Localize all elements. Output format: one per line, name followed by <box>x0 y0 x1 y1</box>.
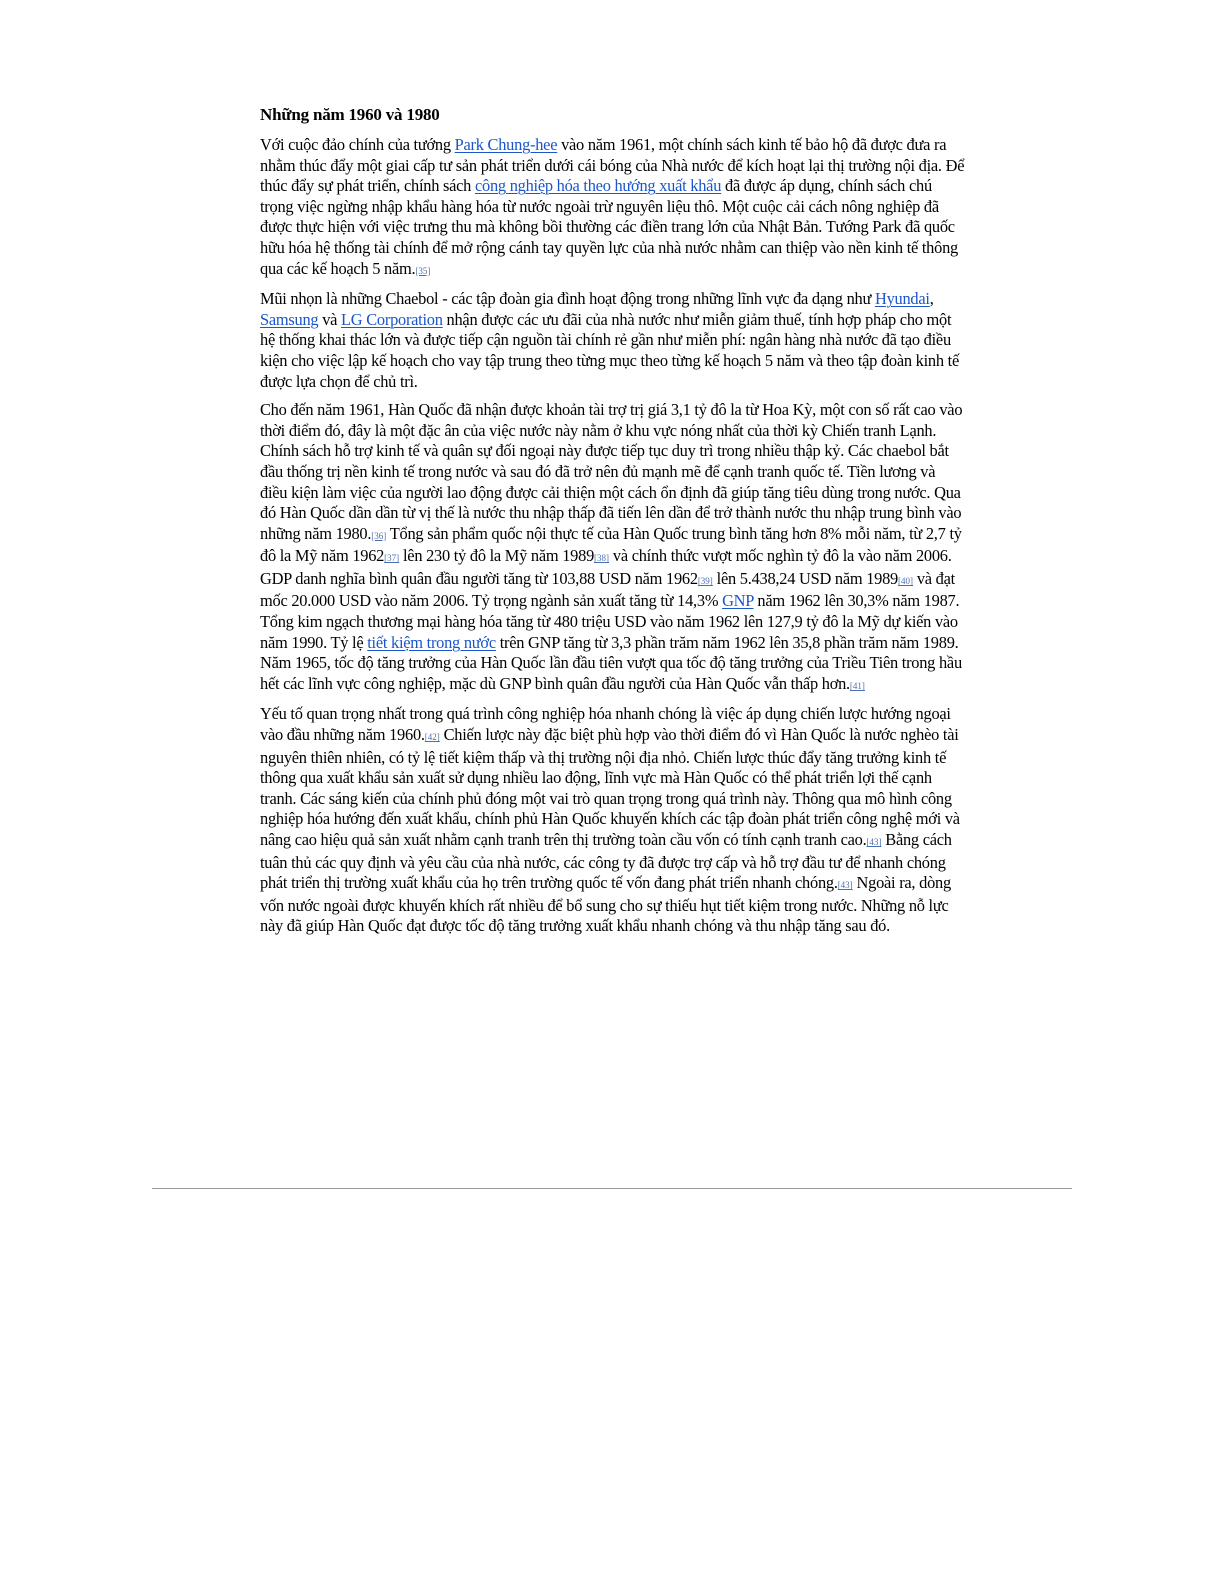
text: Cho đến năm 1961, Hàn Quốc đã nhận được khoản tài trợ trị giá 3,1 tỷ đô la từ Hoa Kỳ, một con số rất cao vào thời điểm đó, đây là một đặc ân của việc nước này nằm ở khu vực nóng nhất của thời kỳ Chiến tranh Lạnh. Chính sách hỗ trợ kinh tế và quân sự đối ngoại này được tiếp tục duy trì trong nhiều thập kỷ. Các chaebol bắt đầu thống trị nền kinh tế trong nước và sau đó đã trở nên đủ mạnh mẽ để cạnh tranh quốc tế. Tiền lương và điều kiện làm việc của người lao động được cải thiện một cách ổn định đã giúp tăng tiêu dùng trong nước. Qua đó Hàn Quốc dần dần từ vị thế là nước thu nhập thấp đã tiến lên dần để trở thành nước thu nhập trung bình vào những năm 1980. <box>260 400 963 543</box>
text: Yếu tố quan trọng nhất trong quá trình công nghiệp hóa nhanh chóng là việc áp dụng chiến lược hướng ngoại vào đầu những năm 1960. <box>260 704 951 745</box>
citation-link[interactable]: [35] <box>415 265 431 276</box>
document-page <box>260 104 965 945</box>
citation-link[interactable]: [39] <box>697 575 713 586</box>
text: , <box>929 289 934 309</box>
link-domestic-savings[interactable]: tiết kiệm trong nước <box>367 632 496 652</box>
citation-link[interactable]: [37] <box>384 553 400 564</box>
text: Chiến lược này đặc biệt phù hợp vào thời điểm đó vì Hàn Quốc là nước nghèo tài nguyên thiên nhiên, có tỷ lệ tiết kiệm thấp và thị trường nội địa nhỏ. Chiến lược thúc đẩy tăng trưởng kinh tế thông qua xuất khẩu sản xuất sử dụng nhiều lao động, lĩnh vực mà Hàn Quốc có thể phát triển lợi thế cạnh tranh. Các sáng kiến của chính phủ đóng một vai trò quan trọng trong quá trình này. Thông qua mô hình công nghiệp hóa hướng đến xuất khẩu, chính phủ Hàn Quốc khuyến khích các tập đoàn phát triển công nghệ mới và nâng cao hiệu quả sản xuất nhằm cạnh tranh trên thị trường toàn cầu vốn có tính cạnh tranh cao. <box>260 725 960 849</box>
text: nhận được các ưu đãi của nhà nước như miễn giảm thuế, tính hợp pháp cho một hệ thống khai thác lớn và được tiếp cận nguồn tài chính rẻ gần như miễn phí: ngân hàng nhà nước đã tạo điều kiện cho việc lập kế hoạch cho vay tập trung theo từng mục theo từng kế hoạch 5 năm và theo tập đoàn kinh tế được lựa chọn để chủ trì. <box>260 309 959 391</box>
paragraph-2 <box>260 289 965 392</box>
link-samsung[interactable]: Samsung <box>260 309 319 329</box>
citation-link[interactable]: [43] <box>866 837 882 847</box>
citation-link[interactable]: [41] <box>849 680 865 691</box>
text: và <box>318 309 342 329</box>
citation-link[interactable]: [38] <box>594 553 610 564</box>
text: và chính thức vượt mốc nghìn tỷ đô la vào năm 2006. GDP danh nghĩa bình quân đầu người tăng từ 103,88 USD năm 1962 <box>260 546 952 588</box>
link-lg-corporation[interactable]: LG Corporation <box>341 309 443 329</box>
citation-link[interactable]: [40] <box>897 575 913 586</box>
text: lên 230 tỷ đô la Mỹ năm 1989 <box>399 546 595 566</box>
text: đã được áp dụng, chính sách chú trọng việc ngừng nhập khẩu hàng hóa từ nước ngoài trừ nguyên liệu thô. Một cuộc cải cách nông nghiệp đã được thực hiện với việc trưng thu mà không bồi thường các điền trang lớn của Nhật Bản. Tướng Park đã quốc hữu hóa hệ thống tài chính để mở rộng cánh tay quyền lực của nhà nước nhằm can thiệp vào nền kinh tế thông qua các kế hoạch 5 năm. <box>260 176 958 278</box>
text: năm 1962 lên 30,3% năm 1987. Tổng kim ngạch thương mại hàng hóa tăng từ 480 triệu USD vào năm 1962 lên 127,9 tỷ đô la Mỹ dự kiến vào năm 1990. Tỷ lệ <box>260 591 960 652</box>
text: trên GNP tăng từ 3,3 phần trăm năm 1962 lên 35,8 phần trăm năm 1989. Năm 1965, tốc độ tăng trưởng của Hàn Quốc lần đầu tiên vượt qua tốc độ tăng trưởng của Triều Tiên trong hầu hết các lĩnh vực công nghiệp, mặc dù GNP bình quân đầu người của Hàn Quốc vẫn thấp hơn. <box>260 632 962 693</box>
text: Ngoài ra, dòng vốn nước ngoài được khuyến khích rất nhiều để bổ sung cho sự thiếu hụt tiết kiệm trong nước. Những nỗ lực này đã giúp Hàn Quốc đạt được tốc độ tăng trưởng xuất khẩu nhanh chóng và thu nhập tăng sau đó. <box>260 873 951 936</box>
citation-link[interactable]: [36] <box>371 530 387 541</box>
paragraph-1 <box>260 135 965 281</box>
link-export-oriented-industrialization[interactable]: công nghiệp hóa theo hướng xuất khẩu <box>474 176 722 196</box>
link-park-chung-hee[interactable]: Park Chung-hee <box>454 135 558 154</box>
text: Mũi nhọn là những Chaebol - các tập đoàn gia đình hoạt động trong những lĩnh vực đa dạng như <box>260 289 875 309</box>
paragraph-3 <box>260 400 965 696</box>
text: lên 5.438,24 USD năm 1989 <box>712 568 898 588</box>
section-heading: Những năm 1960 và 1980 <box>260 105 440 124</box>
page-divider <box>152 1188 1072 1189</box>
citation-link[interactable]: [43] <box>837 880 853 891</box>
text: và đạt mốc 20.000 USD vào năm 2006. Tỷ trọng ngành sản xuất tăng từ 14,3% <box>260 568 955 611</box>
text: Tổng sản phẩm quốc nội thực tế của Hàn Quốc trung bình tăng hơn 8% mỗi năm, từ 2,7 tỷ đô la Mỹ năm 1962 <box>260 523 962 566</box>
link-hyundai[interactable]: Hyundai <box>874 289 930 309</box>
text: vào năm 1961, một chính sách kinh tế bảo hộ đã được đưa ra nhằm thúc đẩy một giai cấp tư sản phát triển dưới cái bóng của Nhà nước để kích hoạt lại thị trường nội địa. Để thúc đẩy sự phát triển, chính sách <box>260 135 965 196</box>
citation-link[interactable]: [42] <box>424 732 440 743</box>
text: Bằng cách tuân thủ các quy định và yêu cầu của nhà nước, các công ty đã được trợ cấp và hỗ trợ đầu tư để nhanh chóng phát triển thị trường xuất khẩu của họ trên trường quốc tế vốn đang phát triển nhanh chóng. <box>260 830 952 893</box>
paragraph-4 <box>260 704 965 937</box>
text: Với cuộc đảo chính của tướng <box>260 135 455 154</box>
link-gnp[interactable]: GNP <box>722 591 754 611</box>
